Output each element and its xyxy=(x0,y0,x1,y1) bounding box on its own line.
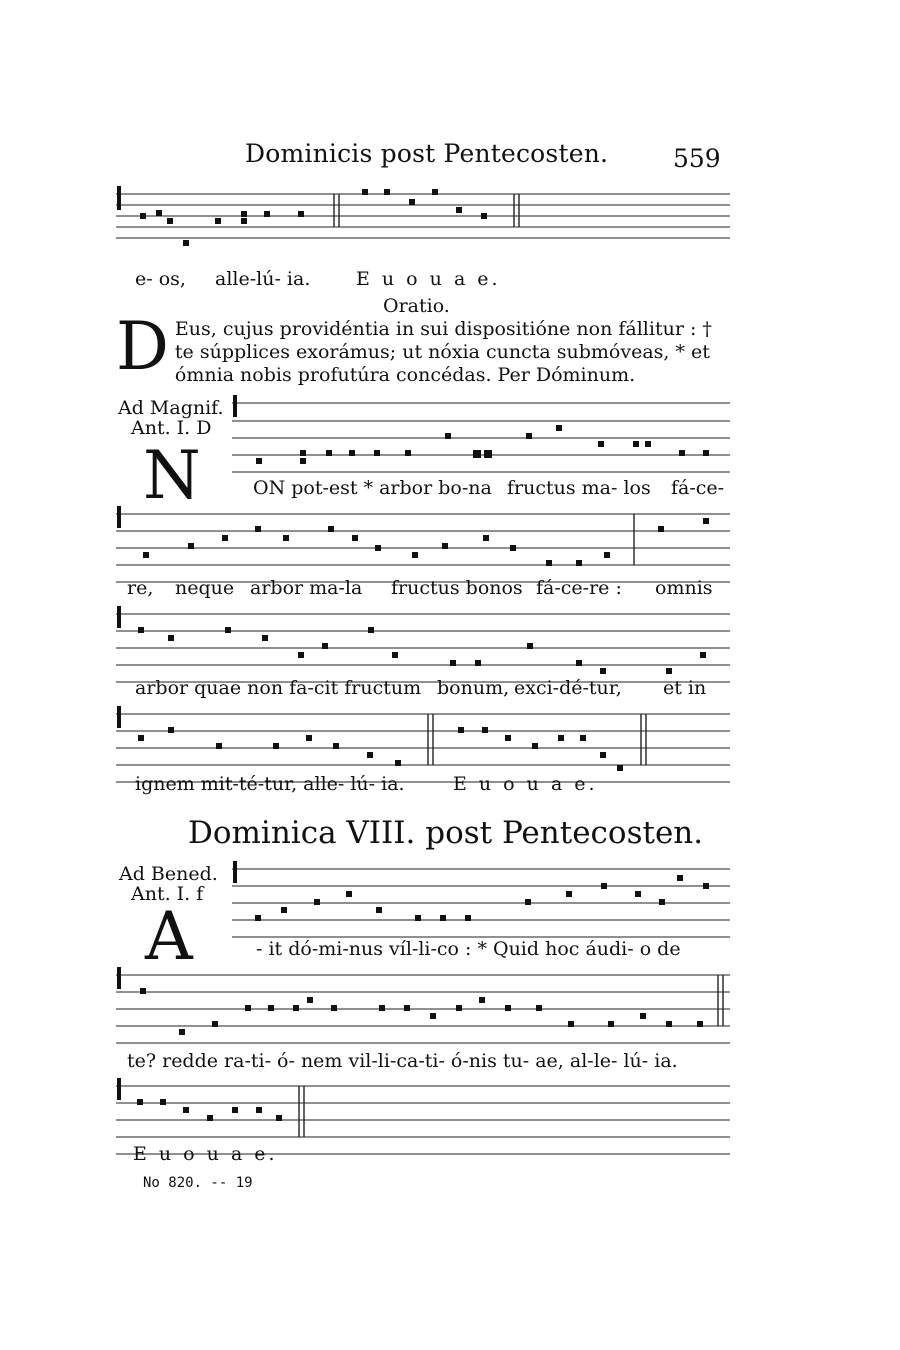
antiphon-mode: Ant. I. D xyxy=(131,417,212,439)
lyric-syllable: alle-lú- ia. xyxy=(215,268,311,290)
antiphon-label: Ad Magnif. xyxy=(118,397,224,419)
page-number: 559 xyxy=(673,144,721,173)
section-title: Dominica VIII. post Pentecosten. xyxy=(188,815,704,851)
printer-signature: No 820. -- 19 xyxy=(143,1175,253,1191)
lyric-line: fá-ce- xyxy=(671,477,725,499)
lyric-line: ignem mit-té-tur, alle- lú- ia. xyxy=(135,773,405,795)
lyric-line: bonum, xyxy=(437,677,510,699)
lyric-line: ON pot-est * arbor bo-na xyxy=(253,477,492,499)
lyric-line: exci-dé-tur, xyxy=(514,677,622,699)
oratio-initial: D xyxy=(116,308,169,385)
lyric-euouae: E u o u a e. xyxy=(453,773,598,795)
oratio-text xyxy=(116,308,736,387)
lyric-euouae: E u o u a e. xyxy=(356,268,501,290)
lyric-line: arbor ma-la xyxy=(250,577,363,599)
lyric-line: te? redde ra-ti- ó- nem vil-li-ca-ti- ó-nis tu- ae, al-le- lú- ia. xyxy=(127,1050,678,1072)
lyric-line: neque xyxy=(175,577,235,599)
lyric-line: et in xyxy=(663,677,707,699)
lyric-line: fructus bonos xyxy=(391,577,523,599)
lyric-line: arbor quae non fa-cit fructum xyxy=(135,677,422,699)
lyric-line: fructus ma- los xyxy=(507,477,651,499)
antiphon-initial: A xyxy=(145,898,193,975)
oratio-body-text: Eus, cujus providéntia in sui dispositióne non fállitur : † te súpplices exorámus; ut nóxia cuncta submóveas, * et ómnia nobis profutúra concédas. Per Dóminum. xyxy=(174,318,712,386)
antiphon-initial: N xyxy=(143,437,201,514)
lyric-syllable: e- os, xyxy=(135,268,186,290)
lyric-line: - it dó-mi-nus víl-li-co : * Quid hoc áudi- o de xyxy=(256,938,681,960)
oratio-heading: Oratio. xyxy=(383,295,450,317)
antiphon-label: Ad Bened. xyxy=(119,863,218,885)
lyric-line: re, xyxy=(127,577,154,599)
antiphon-mode: Ant. I. f xyxy=(131,883,204,905)
lyric-euouae: E u o u a e. xyxy=(133,1143,278,1165)
lyric-line: fá-ce-re : xyxy=(536,577,622,599)
lyric-line: omnis xyxy=(655,577,713,599)
running-title: Dominicis post Pentecosten. xyxy=(245,139,609,168)
